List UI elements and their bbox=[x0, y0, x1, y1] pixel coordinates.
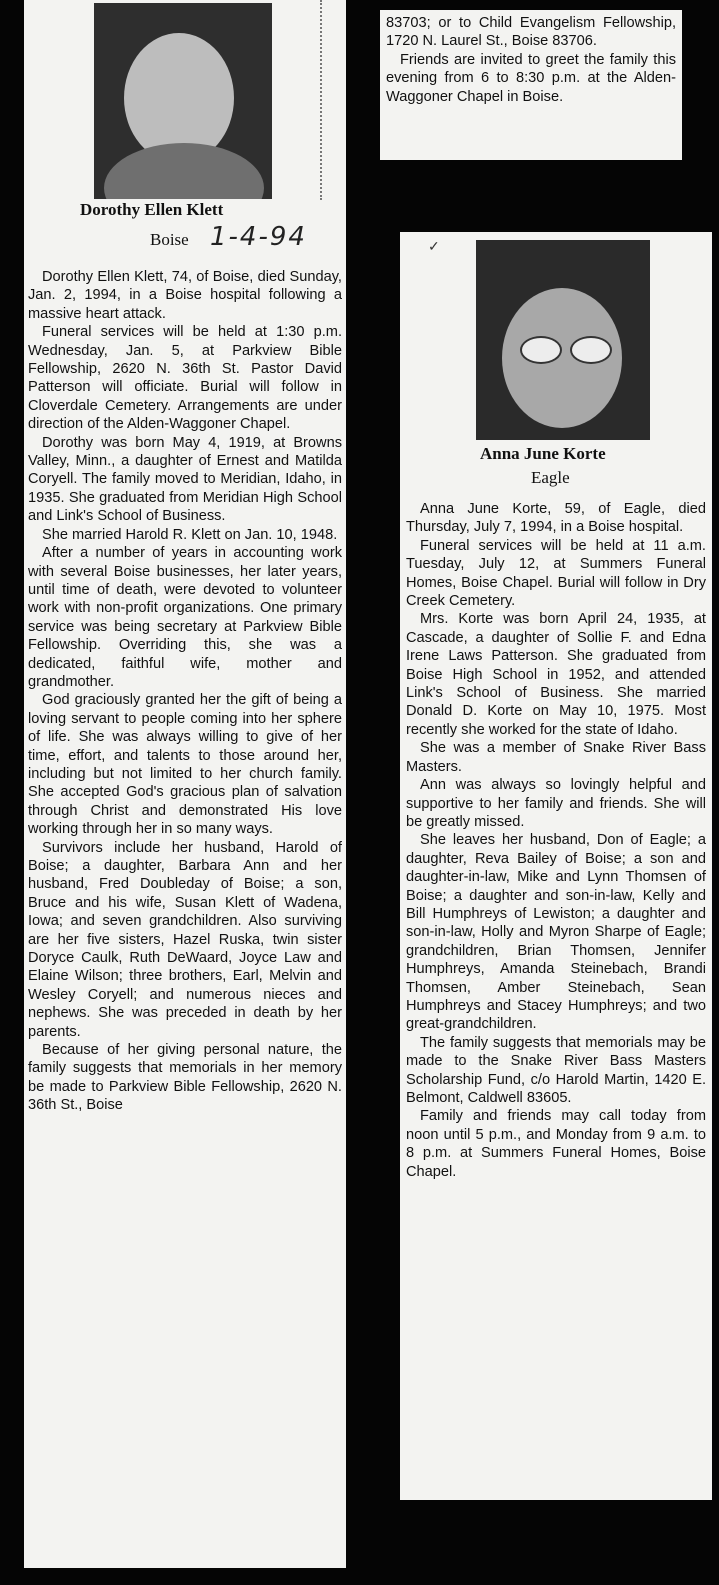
paragraph: Funeral services will be held at 11 a.m. Tuesday, July 12, at Summers Funeral Homes, Boise Chapel. Burial will follow in Dry Creek Cemetery. bbox=[406, 537, 706, 610]
paragraph: Mrs. Korte was born April 24, 1935, at Cascade, a daughter of Sollie F. and Edna Irene Laws Patterson. She graduated from Boise High School in 1952, and attended Link's School of Business. She married Donald D. Korte on May 10, 1975. Most recently she worked for the state of Idaho. bbox=[406, 611, 706, 738]
portrait-photo-korte bbox=[476, 240, 650, 440]
paragraph: She married Harold R. Klett on Jan. 10, 1948. bbox=[42, 526, 338, 543]
check-mark: ✓ bbox=[428, 238, 440, 254]
paragraph: She leaves her husband, Don of Eagle; a daughter, Reva Bailey of Boise; a son and daughter-in-law, Mike and Lynn Thomsen of Boise; a daughter and son-in-law, Kelly and Bill Humphreys of Lewiston; a daughter and son-in-law, Holly and Myron Sharpe of Eagle; grandchildren, Brian Thomsen, Jennifer Humphreys, Amanda Steinebach, Brandi Thomsen, Amber Steinebach, Sean Humphreys and Stacey Humphreys; and two great-grandchildren. bbox=[406, 832, 706, 1033]
decedent-name: Dorothy Ellen Klett bbox=[80, 200, 224, 219]
obituary-text-korte bbox=[406, 500, 706, 1181]
paragraph: Dorothy was born May 4, 1919, at Browns Valley, Minn., a daughter of Ernest and Matilda Coryell. The family moved to Meridian, Idaho, in 1935. She graduated from Meridian High School and Link's School of Business. bbox=[28, 434, 342, 525]
paragraph: Friends are invited to greet the family this evening from 6 to 8:30 p.m. at the Alden-Waggoner Chapel in Boise. bbox=[386, 51, 676, 105]
paragraph: Funeral services will be held at 1:30 p.m. Wednesday, Jan. 5, at Parkview Bible Fellowship, 2620 N. 36th St. Pastor David Patterson will officiate. Burial will follow in Cloverdale Cemetery. Arrangements are under direction of the Alden-Waggoner Chapel. bbox=[28, 324, 342, 433]
paragraph: Anna June Korte, 59, of Eagle, died Thursday, July 7, 1994, in a Boise hospital. bbox=[406, 501, 706, 536]
paragraph: She was a member of Snake River Bass Masters. bbox=[406, 740, 706, 775]
portrait-photo-klett bbox=[94, 3, 272, 199]
obituary-clipping-klett bbox=[24, 0, 346, 1568]
handwritten-date: 1-4-94 bbox=[210, 222, 307, 252]
paragraph: Because of her giving personal nature, the family suggests that memorials in her memory be made to Parkview Bible Fellowship, 2620 N. 36th St., Boise bbox=[28, 1042, 342, 1114]
obituary-continuation-klett bbox=[380, 10, 682, 160]
paragraph: After a number of years in accounting work with several Boise businesses, her later years, until time of death, were devoted to volunteer work with non-profit organizations. One primary service was being secretary at Parkview Bible Fellowship. Overriding this, she was a dedicated, faithful wife, mother and grandmother. bbox=[28, 545, 342, 690]
cut-edge-dots bbox=[320, 0, 322, 200]
obituary-clipping-korte bbox=[400, 232, 712, 1500]
decedent-name: Anna June Korte bbox=[480, 444, 606, 463]
obituary-text-klett bbox=[28, 268, 342, 1115]
decedent-town: Eagle bbox=[531, 468, 570, 487]
paragraph: Ann was always so lovingly helpful and supportive to her family and friends. She will be greatly missed. bbox=[406, 777, 706, 830]
paragraph: The family suggests that memorials may be made to the Snake River Bass Masters Scholarship Fund, c/o Harold Martin, 1420 E. Belmont, Caldwell 83605. bbox=[406, 1034, 706, 1106]
paragraph: God graciously granted her the gift of being a loving servant to people coming into her sphere of life. She was always willing to give of her time, effort, and talents to those around her, including but not limited to her church family. She accepted God's gracious plan of salvation through Christ and demonstrated His love working through her in so many ways. bbox=[28, 692, 342, 838]
paragraph: Dorothy Ellen Klett, 74, of Boise, died Sunday, Jan. 2, 1994, in a Boise hospital following a massive heart attack. bbox=[28, 269, 342, 322]
continuation-text bbox=[386, 14, 676, 106]
decedent-town: Boise bbox=[150, 230, 189, 249]
paragraph: Survivors include her husband, Harold of Boise; a daughter, Barbara Ann and her husband, Fred Doubleday of Boise; a son, Bruce and his wife, Susan Klett of Wadena, Iowa; and seven grandchildren. Also surviving are her five sisters, Hazel Ruska, twin sister Doryce Caulk, Ruth DeWaard, Joyce Law and Elaine Wilson; three brothers, Earl, Melvin and Wesley Coryell; and numerous nieces and nephews. She was preceded in death by her parents. bbox=[28, 839, 342, 1040]
paragraph: 83703; or to Child Evangelism Fellowship, 1720 N. Laurel St., Boise 83706. bbox=[386, 15, 676, 50]
paragraph: Family and friends may call today from noon until 5 p.m., and Monday from 9 a.m. to 8 p.m. at Summers Funeral Homes, Boise Chapel. bbox=[406, 1108, 706, 1180]
